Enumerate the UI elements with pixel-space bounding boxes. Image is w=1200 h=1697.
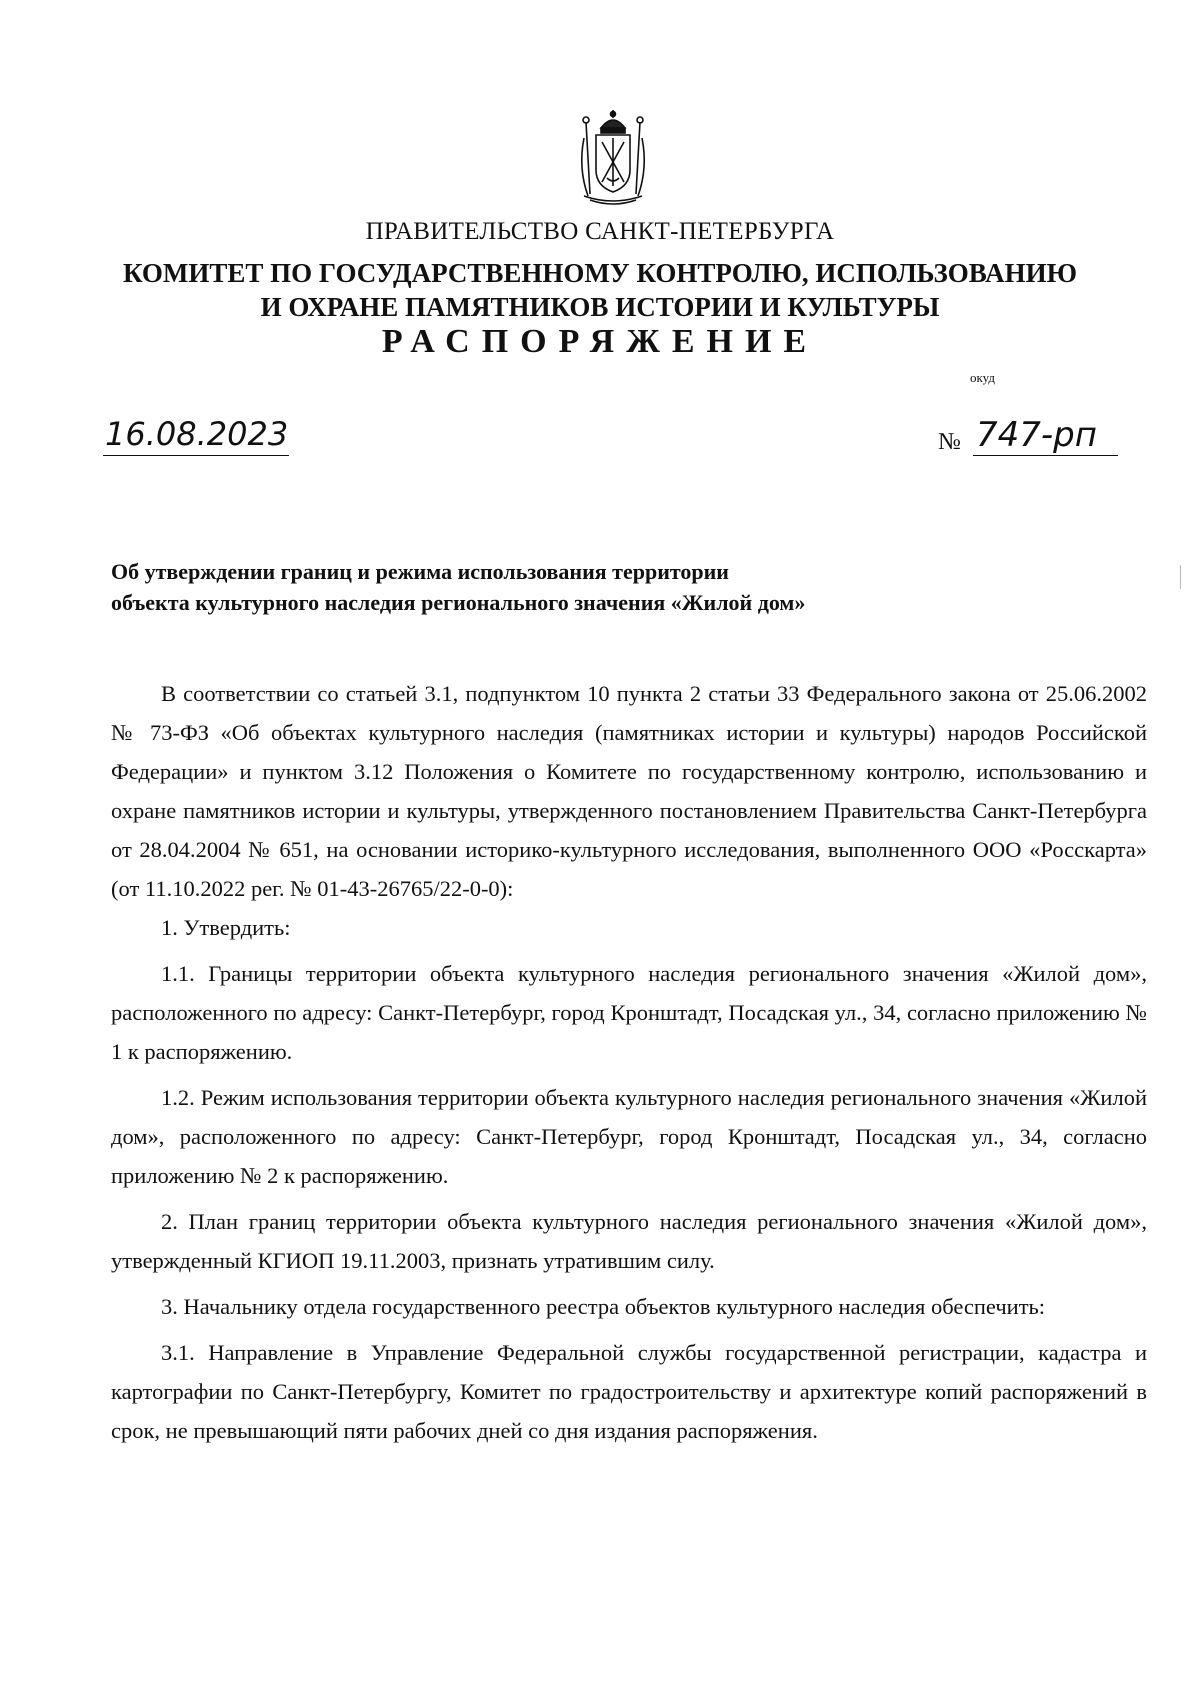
government-title: ПРАВИТЕЛЬСТВО САНКТ-ПЕТЕРБУРГА xyxy=(365,218,835,245)
date-field xyxy=(103,415,289,456)
number-field xyxy=(938,417,1118,457)
number-underline xyxy=(973,455,1118,456)
subject-line2: объекта культурного наследия регионального значения «Жилой дом» xyxy=(111,590,806,615)
preamble-paragraph: В соответствии со статьей 3.1, подпунктом 10 пункта 2 статьи 33 Федерального закона от 25.06.2002 № 73-ФЗ «Об объектах культурного наследия (памятниках истории и культуры) народов Российской Федерации» и пунктом 3.12 Положения о Комитете по государственному контролю, использованию и охране памятников истории и культуры, утвержденного постановлением Правительства Санкт-Петербурга от 28.04.2004 № 651, на основании историко-культурного исследования, выполненного ООО «Росскарта» (от 11.10.2022 рег. № 01-43-26765/22-0-0): xyxy=(111,681,1147,901)
document-subject xyxy=(111,556,805,618)
document-body xyxy=(111,674,1147,1457)
handwritten-date: 16.08.2023 xyxy=(105,415,289,453)
subject-line1: Об утверждении границ и режима использования территории xyxy=(111,559,729,584)
committee-title xyxy=(0,256,1200,324)
item-1: 1. Утвердить: xyxy=(161,915,291,940)
okud-label: окуд xyxy=(970,370,995,385)
coat-of-arms-icon xyxy=(574,108,652,208)
committee-title-line2: И ОХРАНЕ ПАМЯТНИКОВ ИСТОРИИ И КУЛЬТУРЫ xyxy=(260,292,940,322)
document-type: РАСПОРЯЖЕНИЕ xyxy=(381,323,819,360)
item-1-2: 1.2. Режим использования территории объекта культурного наследия регионального значения «Жилой дом», расположенного по адресу: Санкт-Петербург, город Кронштадт, Посадская ул., 34, согласно приложению № 2 к распоряжению. xyxy=(111,1085,1147,1188)
item-3-1: 3.1. Направление в Управление Федеральной службы государственной регистрации, кадастра и картографии по Санкт-Петербургу, Комитет по градостроительству и архитектуре копий распоряжений в срок, не превышающий пяти рабочих дней со дня издания распоряжения. xyxy=(111,1340,1147,1443)
committee-title-line1: КОМИТЕТ ПО ГОСУДАРСТВЕННОМУ КОНТРОЛЮ, ИСПОЛЬЗОВАНИЮ xyxy=(123,258,1077,288)
number-sign: № xyxy=(938,429,961,455)
handwritten-number: 747-рп xyxy=(976,415,1097,455)
item-3: 3. Начальнику отдела государственного реестра объектов культурного наследия обеспечить: xyxy=(161,1294,1046,1319)
item-1-1: 1.1. Границы территории объекта культурного наследия регионального значения «Жилой дом», расположенного по адресу: Санкт-Петербург, город Кронштадт, Посадская ул., 34, согласно приложению № 1 к распоряжению. xyxy=(111,961,1147,1064)
item-2: 2. План границ территории объекта культурного наследия регионального значения «Жилой дом», утвержденный КГИОП 19.11.2003, признать утратившим силу. xyxy=(111,1209,1147,1273)
margin-mark xyxy=(1180,565,1181,589)
